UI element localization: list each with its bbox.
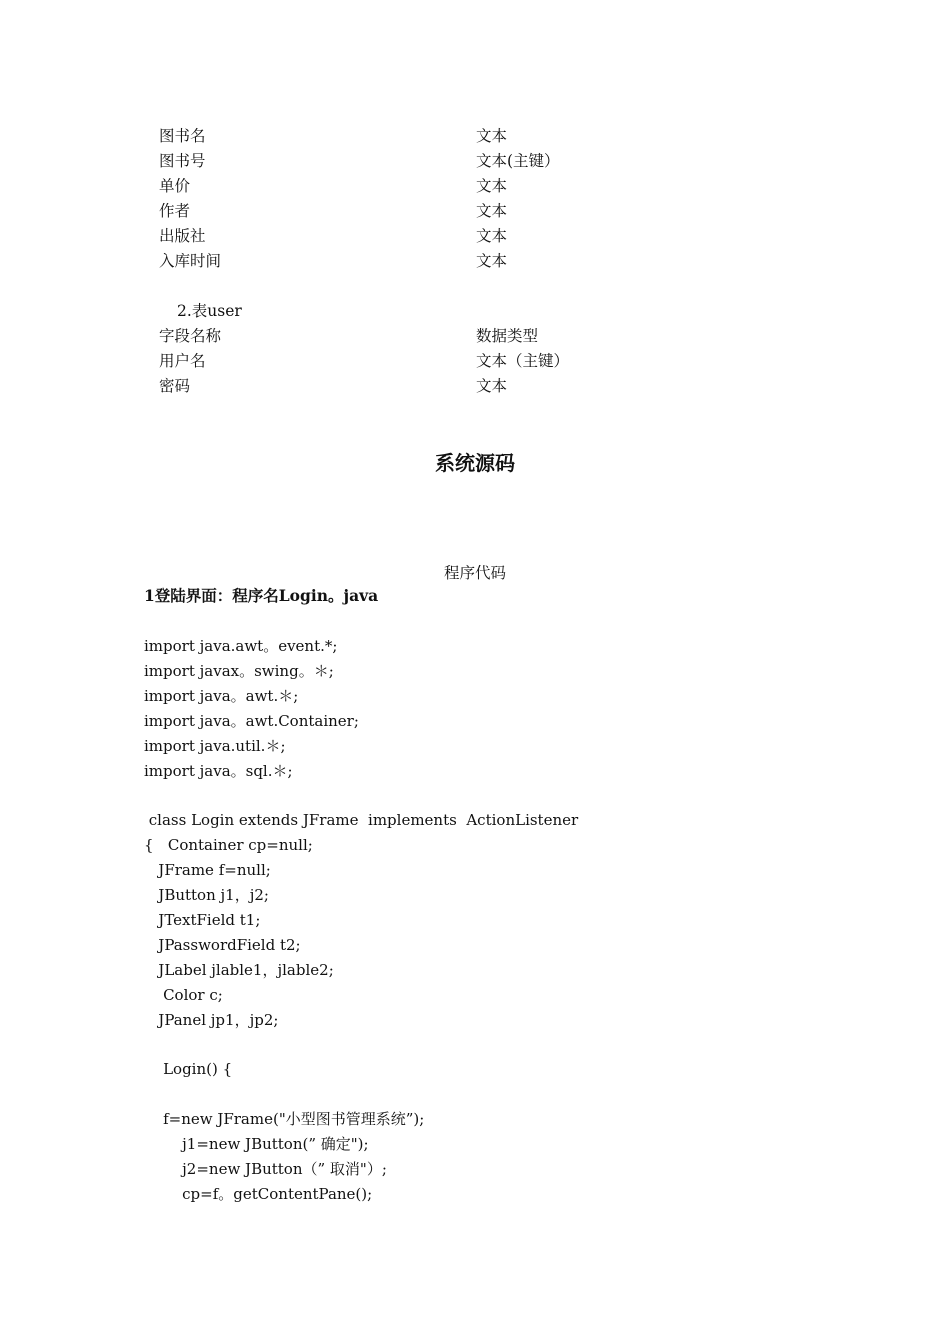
table1-field-name: 出版社 (159, 227, 206, 245)
table2-caption: 2.表user (177, 302, 242, 320)
code-line: JPasswordField t2; (144, 936, 301, 954)
table2-header-field: 字段名称 (159, 327, 222, 345)
program-heading: 1登陆界面：程序名Login。java (144, 586, 379, 605)
table2-header-type: 数据类型 (476, 327, 539, 345)
code-line: Color c; (144, 986, 223, 1004)
code-line: import java.util.＊; (144, 737, 286, 755)
table1-field-type: 文本(主键） (476, 152, 560, 170)
table1-field-name: 单价 (159, 177, 191, 195)
table1-field-name: 图书名 (159, 127, 206, 145)
subtitle: 程序代码 (443, 564, 506, 582)
table2-field-type: 文本（主键） (476, 352, 570, 370)
table1-field-type: 文本 (476, 202, 508, 220)
code-line: import java。awt.Container; (144, 712, 359, 730)
table2-field-name: 用户名 (159, 352, 206, 370)
table2-field-type: 文本 (476, 377, 508, 395)
code-line: class Login extends JFrame implements ActionListener (144, 811, 579, 829)
code-line: f=new JFrame("小型图书管理系统”); (144, 1110, 425, 1128)
code-line: JButton j1，j2; (144, 886, 269, 904)
table1-field-type: 文本 (476, 127, 508, 145)
table1-field-name: 图书号 (159, 152, 206, 170)
code-line: import java.awt。event.*; (144, 637, 338, 655)
code-line: { Container cp=null; (144, 836, 313, 854)
code-line: JPanel jp1，jp2; (144, 1011, 279, 1029)
table1-field-type: 文本 (476, 252, 508, 270)
code-line: import java。sql.＊; (144, 762, 293, 780)
code-line: JLabel jlable1，jlable2; (144, 961, 334, 979)
code-line: import java。awt.＊; (144, 687, 299, 705)
table1-field-name: 入库时间 (159, 252, 222, 270)
code-line: Login() { (144, 1060, 233, 1078)
code-line: cp=f。getContentPane(); (144, 1185, 373, 1203)
code-line: JFrame f=null; (144, 861, 271, 879)
section-title: 系统源码 (435, 451, 515, 475)
code-line: JTextField t1; (144, 911, 261, 929)
table1-field-name: 作者 (159, 202, 191, 220)
code-line: import javax。swing。＊; (144, 662, 334, 680)
code-line: j2=new JButton（” 取消"）; (144, 1160, 387, 1178)
table2-field-name: 密码 (159, 377, 191, 395)
code-line: j1=new JButton(” 确定"); (144, 1135, 369, 1153)
table1-field-type: 文本 (476, 227, 508, 245)
table1-field-type: 文本 (476, 177, 508, 195)
